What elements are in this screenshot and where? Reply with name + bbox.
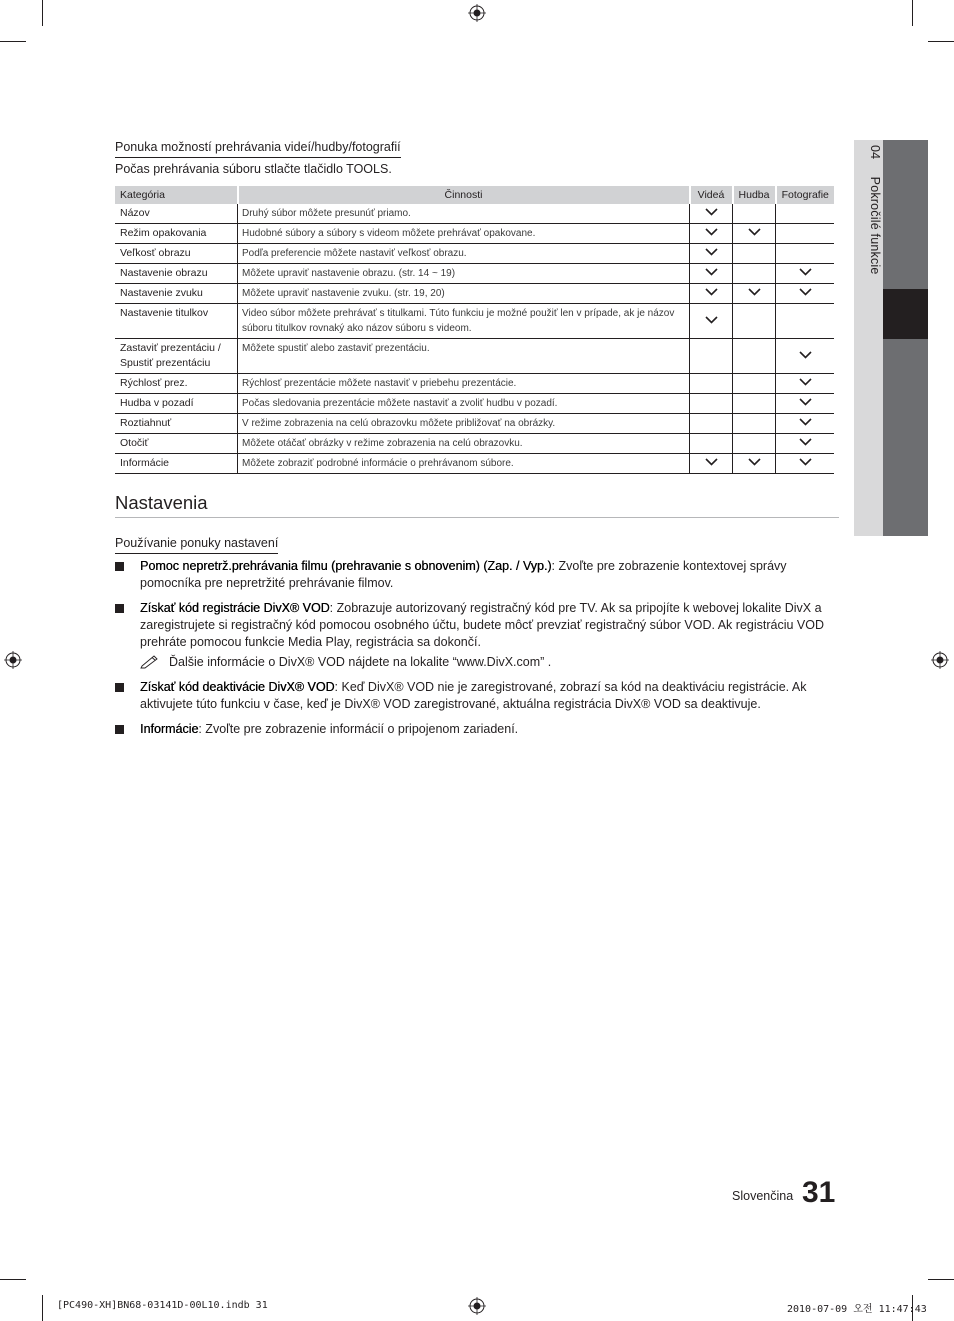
chapter-title: Pokročilé funkcie	[868, 176, 882, 275]
header-category: Kategória	[115, 186, 238, 204]
check-icon	[799, 398, 812, 406]
music-check-cell	[733, 374, 776, 394]
category-cell: Režim opakovania	[115, 224, 238, 244]
check-icon	[799, 378, 812, 386]
video-check-cell	[690, 244, 733, 264]
chapter-side-tab	[854, 140, 928, 536]
table-row	[115, 434, 834, 454]
check-icon	[705, 458, 718, 466]
action-cell: Podľa preferencie môžete nastaviť veľkosť obrazu.	[238, 244, 690, 264]
music-check-cell	[733, 434, 776, 454]
check-icon	[705, 248, 718, 256]
crop-mark	[928, 1279, 954, 1280]
photo-check-cell	[776, 374, 835, 394]
check-icon	[799, 458, 812, 466]
item-label: Získať kód registrácie DivX® VOD	[140, 601, 330, 615]
chapter-side-label	[868, 145, 882, 275]
options-heading: Ponuka možností prehrávania videí/hudby/fotografií	[115, 140, 401, 158]
footer-language: Slovenčina	[732, 1189, 794, 1203]
check-icon	[748, 288, 761, 296]
category-cell: Informácie	[115, 454, 238, 474]
registration-mark-icon	[931, 651, 949, 669]
print-slug-date: 2010-07-09 오전 11:47:43	[787, 1304, 927, 1315]
note-text: Ďalšie informácie o DivX® VOD nájdete na lokalite “www.DivX.com” .	[169, 655, 552, 669]
action-cell: Video súbor môžete prehrávať s titulkami. Túto funkciu je možné použiť len v prípade, ak je názov súboru titulkov rovnaký ako názov súboru s videom.	[238, 304, 690, 339]
side-tab-active-marker	[883, 289, 928, 339]
note-pencil-icon	[140, 653, 160, 669]
list-item	[115, 679, 839, 713]
registration-mark-icon	[468, 1297, 486, 1315]
video-check-cell	[690, 204, 733, 224]
check-icon	[705, 316, 718, 324]
category-cell: Rýchlosť prez.	[115, 374, 238, 394]
photo-check-cell	[776, 244, 835, 264]
check-icon	[799, 268, 812, 276]
page-number: 31	[802, 1176, 836, 1209]
category-cell: Názov	[115, 204, 238, 224]
crop-mark	[42, 1295, 43, 1321]
photo-check-cell	[776, 224, 835, 244]
table-row	[115, 304, 834, 339]
table-row	[115, 284, 834, 304]
photo-check-cell	[776, 284, 835, 304]
table-row	[115, 414, 834, 434]
music-check-cell	[733, 244, 776, 264]
options-intro	[115, 162, 392, 176]
video-check-cell	[690, 454, 733, 474]
action-cell: V režime zobrazenia na celú obrazovku môžete približovať na obrázky.	[238, 414, 690, 434]
video-check-cell	[690, 434, 733, 454]
music-check-cell	[733, 304, 776, 339]
photo-check-cell	[776, 339, 835, 374]
table-row	[115, 204, 834, 224]
intro-suffix: .	[388, 162, 392, 176]
check-icon	[799, 288, 812, 296]
check-icon	[705, 288, 718, 296]
check-icon	[799, 438, 812, 446]
music-check-cell	[733, 394, 776, 414]
video-check-cell	[690, 264, 733, 284]
video-check-cell	[690, 414, 733, 434]
header-photos: Fotografie	[776, 186, 835, 204]
photo-check-cell	[776, 204, 835, 224]
header-music: Hudba	[733, 186, 776, 204]
category-cell: Zastaviť prezentáciu / Spustiť prezentáciu	[115, 339, 238, 374]
bullet-square-icon	[115, 683, 124, 692]
music-check-cell	[733, 284, 776, 304]
item-label: Získať kód deaktivácie DivX® VOD	[140, 680, 335, 694]
music-check-cell	[733, 414, 776, 434]
list-item	[115, 558, 839, 592]
table-header-row	[115, 186, 834, 204]
action-cell: Počas sledovania prezentácie môžete nastaviť a zvoliť hudbu v pozadí.	[238, 394, 690, 414]
bullet-square-icon	[115, 725, 124, 734]
table-row	[115, 244, 834, 264]
check-icon	[705, 208, 718, 216]
action-cell: Hudobné súbory a súbory s videom môžete prehrávať opakovane.	[238, 224, 690, 244]
category-cell: Veľkosť obrazu	[115, 244, 238, 264]
item-text: : Zobrazuje autorizovaný registračný kód pre TV. Ak sa pripojíte k webovej lokalite DivX a zaregistrujete si registračný kód pomocou osobného účtu, budete môcť prevziať registračný súbor VOD. Ak registráciu VOD prehráte pomocou funkcie Media Play, registrácia sa dokončí.	[140, 601, 825, 649]
table-row	[115, 224, 834, 244]
registration-mark-icon	[4, 651, 22, 669]
action-cell: Druhý súbor môžete presunúť priamo.	[238, 204, 690, 224]
bullet-square-icon	[115, 562, 124, 571]
table-row	[115, 339, 834, 374]
item-label: Pomoc nepretrž.prehrávania filmu (prehravanie s obnovenim) (Zap. / Vyp.)	[140, 559, 552, 573]
item-text: : Zvoľte pre zobrazenie kontextovej správy pomocníka pre nepretržité prehrávanie filmov.	[140, 559, 787, 590]
header-videos: Videá	[690, 186, 733, 204]
crop-mark	[42, 0, 43, 26]
check-icon	[705, 268, 718, 276]
check-icon	[705, 228, 718, 236]
print-slug-file: [PC490-XH]BN68-03141D-00L10.indb 31	[57, 1300, 268, 1311]
item-text: : Keď DivX® VOD nie je zaregistrované, zobrazí sa kód na deaktiváciu registrácie. Ak aktivujete túto funkciu v čase, keď je DivX® VOD zaregistrované, aktuálna registrácia DivX® VOD sa deaktivuje.	[140, 680, 807, 711]
music-check-cell	[733, 224, 776, 244]
photo-check-cell	[776, 264, 835, 284]
photo-check-cell	[776, 394, 835, 414]
check-icon	[748, 458, 761, 466]
video-check-cell	[690, 374, 733, 394]
section-divider	[115, 517, 839, 518]
tools-key: TOOLS	[346, 162, 389, 176]
table-body	[115, 204, 834, 474]
category-cell: Nastavenie titulkov	[115, 304, 238, 339]
item-label: Informácie	[140, 722, 199, 736]
video-check-cell	[690, 304, 733, 339]
crop-mark	[0, 41, 26, 42]
check-icon	[799, 418, 812, 426]
check-icon	[748, 228, 761, 236]
list-item	[115, 721, 839, 738]
crop-mark	[912, 0, 913, 26]
category-cell: Hudba v pozadí	[115, 394, 238, 414]
category-cell: Roztiahnuť	[115, 414, 238, 434]
crop-mark	[928, 41, 954, 42]
section-title: Nastavenia	[115, 492, 208, 513]
header-actions: Činnosti	[238, 186, 690, 204]
crop-mark	[0, 1279, 26, 1280]
table-row	[115, 394, 834, 414]
music-check-cell	[733, 454, 776, 474]
options-table	[115, 186, 834, 474]
settings-subheading: Používanie ponuky nastavení	[115, 536, 278, 554]
intro-text: Počas prehrávania súboru stlačte tlačidlo	[115, 162, 347, 176]
video-check-cell	[690, 284, 733, 304]
video-check-cell	[690, 394, 733, 414]
category-cell: Otočiť	[115, 434, 238, 454]
item-text: : Zvoľte pre zobrazenie informácií o pripojenom zariadení.	[198, 722, 519, 736]
chapter-number: 04	[868, 145, 882, 160]
action-cell: Môžete upraviť nastavenie obrazu. (str. 14 ~ 19)	[238, 264, 690, 284]
bullet-square-icon	[115, 604, 124, 613]
photo-check-cell	[776, 304, 835, 339]
table-row	[115, 264, 834, 284]
note	[140, 654, 839, 671]
table-row	[115, 454, 834, 474]
action-cell: Môžete zobraziť podrobné informácie o prehrávanom súbore.	[238, 454, 690, 474]
photo-check-cell	[776, 414, 835, 434]
list-item	[115, 600, 839, 671]
action-cell: Môžete otáčať obrázky v režime zobrazenia na celú obrazovku.	[238, 434, 690, 454]
action-cell: Rýchlosť prezentácie môžete nastaviť v priebehu prezentácie.	[238, 374, 690, 394]
action-cell: Môžete spustiť alebo zastaviť prezentáciu.	[238, 339, 690, 374]
table-row	[115, 374, 834, 394]
action-cell: Môžete upraviť nastavenie zvuku. (str. 19, 20)	[238, 284, 690, 304]
music-check-cell	[733, 204, 776, 224]
video-check-cell	[690, 224, 733, 244]
check-icon	[799, 351, 812, 359]
settings-list	[115, 558, 839, 746]
music-check-cell	[733, 339, 776, 374]
category-cell: Nastavenie obrazu	[115, 264, 238, 284]
category-cell: Nastavenie zvuku	[115, 284, 238, 304]
video-check-cell	[690, 339, 733, 374]
photo-check-cell	[776, 434, 835, 454]
registration-mark-icon	[468, 4, 486, 22]
music-check-cell	[733, 264, 776, 284]
photo-check-cell	[776, 454, 835, 474]
